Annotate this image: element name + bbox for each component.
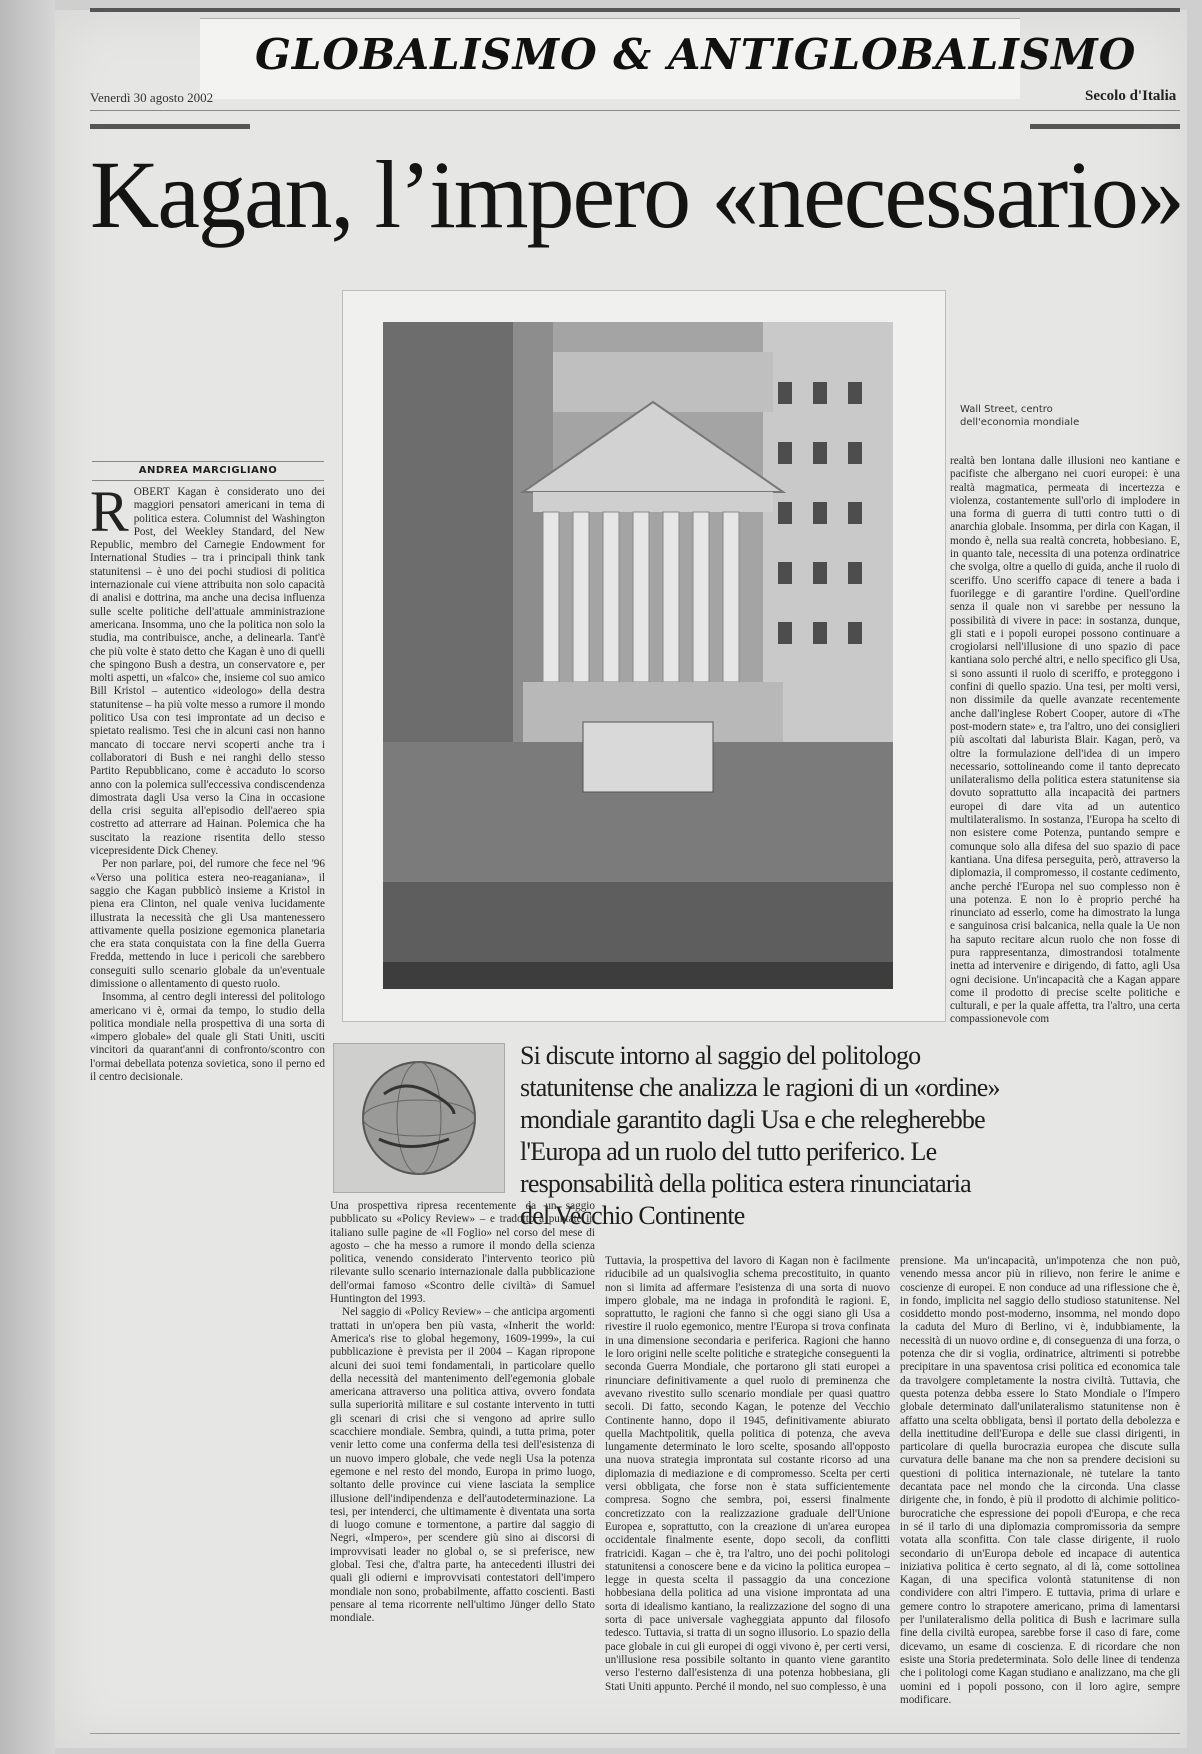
column-middle-2 [605,1255,890,1726]
paragraph-mid-3: Tuttavia, la prospettiva del lavoro di Kagan non è facilmente riducibile ad un qualsivoglia schema precostituito, in quanto non si limita ad affermare l'esistenza di una sorta di nuovo impero globale, ma ne indaga in profondità le ragioni. E, soprattutto, le ragioni che fanno sì che oggi siano gli Usa a rivestire il ruolo egemonico, mentre l'Europa si trova confinata in una dimensione secondaria e periferica. Ragioni che hanno le loro origini nelle scelte politiche e strategiche conseguenti la seconda Guerra Mondiale, che portarono gli stati europei a rinunciare definitivamente a quel ruolo di preminenza che avevano rivestito sullo scenario mondiale per quasi quattro secoli. Di fatto, secondo Kagan, le potenze del Vecchio Continente hanno, dopo il 1945, definitivamente abiurato quella Machtpolitik, quella politica di potenza, che aveva lungamente determinato le loro scelte, sposando all'opposto una nuova strategia improntata sul costante ricorso ad una diplomazia di mediazione e di compromesso. Scelta per certi versi obbligata, che forse non è stata sufficientemente compresa. Sogno che sembra, poi, essersi finalmente concretizzato con la realizzazione graduale dell'Unione Europea e, soprattutto, con la creazione di un'area europea occidentale finalmente esente, dopo secoli, da conflitti fratricidi. Kagan – che è, tra l'altro, uno dei pochi politologi statunitensi a conoscere bene e da vicino la politica europea – legge in questa scelta il passaggio da una concezione hobbesiana della politica ad una visione improntata ad una sorta di idealismo kantiano, la realizzazione del sogno di una sorta di pace universale vagheggiata appunto dal filosofo tedesco. Tuttavia, si tratta di un sogno illusorio. Lo spazio della pace globale in cui gli europei di oggi vivono è, per certi versi, un'illusione resa possibile soltanto in quanto viene garantito verso l'esterno dall'esistenza di una potenza hobbesiana, gli Stati Uniti appunto. Perché il mondo, nel suo complesso, è una [605,1255,890,1693]
paragraph-3: Insomma, al centro degli interessi del politologo americano vi è, ormai da tempo, lo studio della politica mondiale nella prospettiva di una sorta di «impero globale» del quale gli Stati Uniti, usciti vincitori da quarant'anni di confronto/scontro con l'ormai debellata potenza sovietica, sono il perno ed il centro decisionale. [90,991,325,1084]
column-left [90,486,325,1726]
column-right-upper [950,455,1180,1245]
globe-illustration [334,1044,504,1192]
author-byline: ANDREA MARCIGLIANO [138,465,278,476]
paragraph-1: OBERT Kagan è considerato uno dei maggiori pensatori americani in tema di politica estera. Columnist del Washington Post, del Weekley Standard, del New Republic, membro del Carnegie Endowment for International Studies – tra i principali think tank statunitensi – è uno dei pochi studiosi di politica internazionale cui viene attribuita non solo capacità di analisi e dottrina, ma anche una decisa influenza sulle scelte politiche dell'attuale amministrazione americana. Insomma, uno che la politica non solo la studia, ma contribuisce, anche, a delinearla. Tant'è che più volte è stato detto che Kagan è uno di quelli che spingono Bush a destra, un conservatore e, per molti aspetti, un «falco» che, insieme col suo amico Bill Kristol – autentico «ideologo» della destra statunitense – ha più volte messo a rumore il mondo politico Usa con tesi improntate ad un deciso e spietato realismo. Tesi che in alcuni casi non hanno mancato di toccare nervi scoperti anche tra i collaboratori di Bush e nei ranghi dello stesso Partito Repubblicano, come è accaduto lo scorso anno con la polemica sull'eccessiva condiscendenza dimostrata dagli Usa verso la Cina in occasione della crisi seguita all'episodio dell'aereo spia costretto ad atterrare ad Hainan. Polemica che ha suscitato la reazione risentita dello stesso vicepresidente Dick Cheney. [90,486,325,858]
stock-exchange-illustration [383,322,893,989]
byline-rule-top [92,461,324,462]
paragraph-right-2: prensione. Ma un'incapacità, un'impotenza che non può, venendo messa ancor più in rilievo, non ferire le anime e coscienze di europei. E non conduce ad una riflessione che è, in fondo, implicita nel saggio dello studioso statunitense. Nel cosiddetto mondo post-moderno, insomma, nel mondo dopo la caduta del Muro di Berlino, vi è, indubbiamente, la necessità di un nuovo ordine e, di conseguenza di una forza, o potenza che dir si voglia, ordinatrice, altrimenti si potrebbe precipitare in una spaventosa crisi politica ed economica tale da travolgere completamente la nostra civiltà. Tuttavia, che questa potenza debba essere lo Stato Mondiale o l'Impero globale determinato dall'unilateralismo statunitense non è affatto una scelta obbligata, bensì il portato della debolezza e della inettitudine dell'Europa e delle sue classi dirigenti, in particolare di quella burocrazia europea che discute sulla curvatura delle banane ma che non sa prendere decisioni su questioni di politica internazionale, nè tutelare la tanto decantata pace nel mondo che la circonda. Una classe dirigente che, in fondo, è più il prodotto di alchimie politico-burocratiche che espressione dei popoli d'Europa, e che reca in sé il tarlo di una diplomazia compromissoria da sempre votata alla sconfitta. Con tale classe dirigente, il ruolo secondario di un'Europa debole ed incapace di autentica iniziativa politica è certo segnato, al di là, come sottolinea Kagan, di una specifica volontà statunitense di non condividere con altri l'impero. E tuttavia, prima di urlare e gemere contro lo strapotere americano, prima di lamentarsi per l'unilateralismo della politica di Bush e lacrimare sulla fine della civiltà europea, sarebbe forse il caso di fare, come dicevamo, un esame di coscienza. E di ricordare che non esiste una Storia predeterminata. Solo delle linee di tendenza che i politologi come Kagan studiano e analizzano, ma che gli uomini ed i popoli possono, con il loro agire, sempre modificare. [900,1255,1180,1706]
paragraph-right-1: realtà ben lontana dalle illusioni neo kantiane e pacifiste che albergano nei cuori europei: è una realtà magmatica, permeata di incertezza e violenza, costantemente sull'orlo di implodere in una forma di guerra di tutti contro tutti o di anarchia globale. Insomma, per dirla con Kagan, il mondo è, nella sua realtà concreta, hobbesiano. E, in quanto tale, necessita di una potenza ordinatrice che svolga, oltre a quello di guida, anche il ruolo di sceriffo. Uno sceriffo capace di tenere a bada i fuorilegge e di garantire l'ordine. Quell'ordine senza il quale non vi sarebbe per nessuno la possibilità di vivere in pace: in sostanza, dunque, gli stati e i popoli europei possono continuare a crogiolarsi nell'illusione di uno spazio di pace kantiana solo perché altri, e nello specifico gli Usa, si sono assunti il ruolo di sceriffo, e proteggono i confini di quello spazio. Una tesi, per molti versi, non dissimile da quelle avanzate recentemente anche dall'inglese Robert Cooper, autore di «The post-modern state» e, tra l'altro, uno dei consiglieri più ascoltati dal laburista Blair. Kagan, però, va oltre la formulazione dell'idea di un impero necessario, sottolineando come il tanto deprecato unilateralismo della politica estera statunitense sia dovuto soprattutto alla incapacità dei partners europei di dare vita ad un autentico multilateralismo. In sostanza, l'Europa ha scelto di non esistere come Potenza, puntando sempre e comunque solo alla difesa del suo spazio di pace kantiana. Una difesa perseguita, però, attraverso la diplomazia, il compromesso, il costante cedimento, anche perché l'Europa nel suo complesso non è una potenza. E non lo è proprio perché ha rinunciato ad esserlo, come ha dimostrato la lunga e sanguinosa crisi balcanica, nella quale la Ue non ha saputo recitare alcun ruolo che non fosse di pura rappresentanza, dimostrandosi totalmente inetta ad intervenire e dirigendo, di fatto, agli Usa ogni decisione. Un'incapacità che a Kagan appare come il prodotto di precise scelte politiche e culturali, e per la quale affetta, tra l'altro, una certa compassionevole com [950,455,1180,1026]
article-headline: Kagan, l’impero «necessario» [90,141,1183,248]
paragraph-mid-2: Nel saggio di «Policy Review» – che anticipa argomenti trattati in un'opera ben più vasta, «Inherit the world: America's rise to global hegemony, 1609-1999», la cui pubblicazione è prevista per il 2004 – Kagan ripropone alcuni dei suoi temi fondamentali, in particolare quello della necessità del mantenimento dell'egemonia globale americana attraverso una politica attiva, ovvero fondata sulla superiorità militare e sul costante intervento in tutti gli scenari di crisi che si vengono ad aprire sullo scacchiere mondiale. Sembra, quindi, a tutta prima, poter venir letto come una conferma della tesi dell'esistenza di un nuovo impero globale, che vede negli Usa la potenza egemone e nel resto del mondo, Europa in primo luogo, soltanto delle province cui viene lasciata la semplice illusione dell'indipendenza e dell'autodeterminazione. La tesi, per intenderci, che ultimamente è diventata una sorta di luogo comune e tormentone, a partire dal saggio di Negri, «Impero», per scendere giù sino ai discorsi di improvvisati leader no global o, se si preferisce, new global. Tesi che, d'altra parte, ha antecedenti illustri dei quali gli odierni e improvvisati contestatori dell'impero mondiale non sono, probabilmente, affatto coscienti. Basti pensare al tema ricorrente nell'ultimo Jünger dello Stato mondiale. [330,1306,595,1625]
header-rule-left [90,124,250,129]
paragraph-mid-1: Una prospettiva ripresa recentemente da un saggio pubblicato su «Policy Review» – e tradotto a puntate in italiano sulle pagine de «Il Foglio» nel corso del mese di agosto – che ha messo a rumore il mondo della scienza politica, venendo considerato l'intervento teorico più rilevante sullo scenario internazionale dalla pubblicazione dell'ormai famoso «Scontro delle civiltà» di Samuel Huntington del 1993. [330,1200,595,1306]
pull-quote: Si discute intorno al saggio del politologo statunitense che analizza le ragioni di un «ordine» mondiale garantito dagli Usa e che relegherebbe l'Europa ad un ruolo del tutto periferico. Le responsabilità della politica estera rinunciataria del Vecchio Continente [520,1041,1000,1230]
drop-cap: R [90,486,129,544]
paragraph-2: Per non parlare, poi, del rumore che fece nel '96 «Verso una politica estera neo-reaganiana», il saggio che Kagan pubblicò insieme a Kristol in piena era Clinton, nel quale veniva lucidamente illustrata la necessità che gli Usa mantenessero attivamente quella posizione egemonica planetaria che era stata conquistata con la fine della Guerra Fredda, mettendo in luce i pericoli che sarebbero conseguiti sullo scenario globale da un'eventuale dimissione o allentamento di questo ruolo. [90,858,325,990]
globe-image [333,1043,505,1193]
issue-date: Venerdì 30 agosto 2002 [90,90,214,105]
header-underline [90,110,1180,111]
publication-name: Secolo d'Italia [1085,88,1177,104]
byline-rule-bottom [92,480,324,481]
header-rule-right [1030,124,1180,129]
section-masthead: GLOBALISMO & ANTIGLOBALISMO [255,30,1137,79]
binding-gutter [0,0,55,1754]
column-right-lower [900,1255,1180,1726]
footer-rule [90,1733,1180,1734]
top-rule [90,8,1180,12]
column-middle-1 [330,1200,595,1726]
photo-caption: Wall Street, centro dell'economia mondiale [960,404,1080,428]
wall-street-photo [383,322,893,989]
